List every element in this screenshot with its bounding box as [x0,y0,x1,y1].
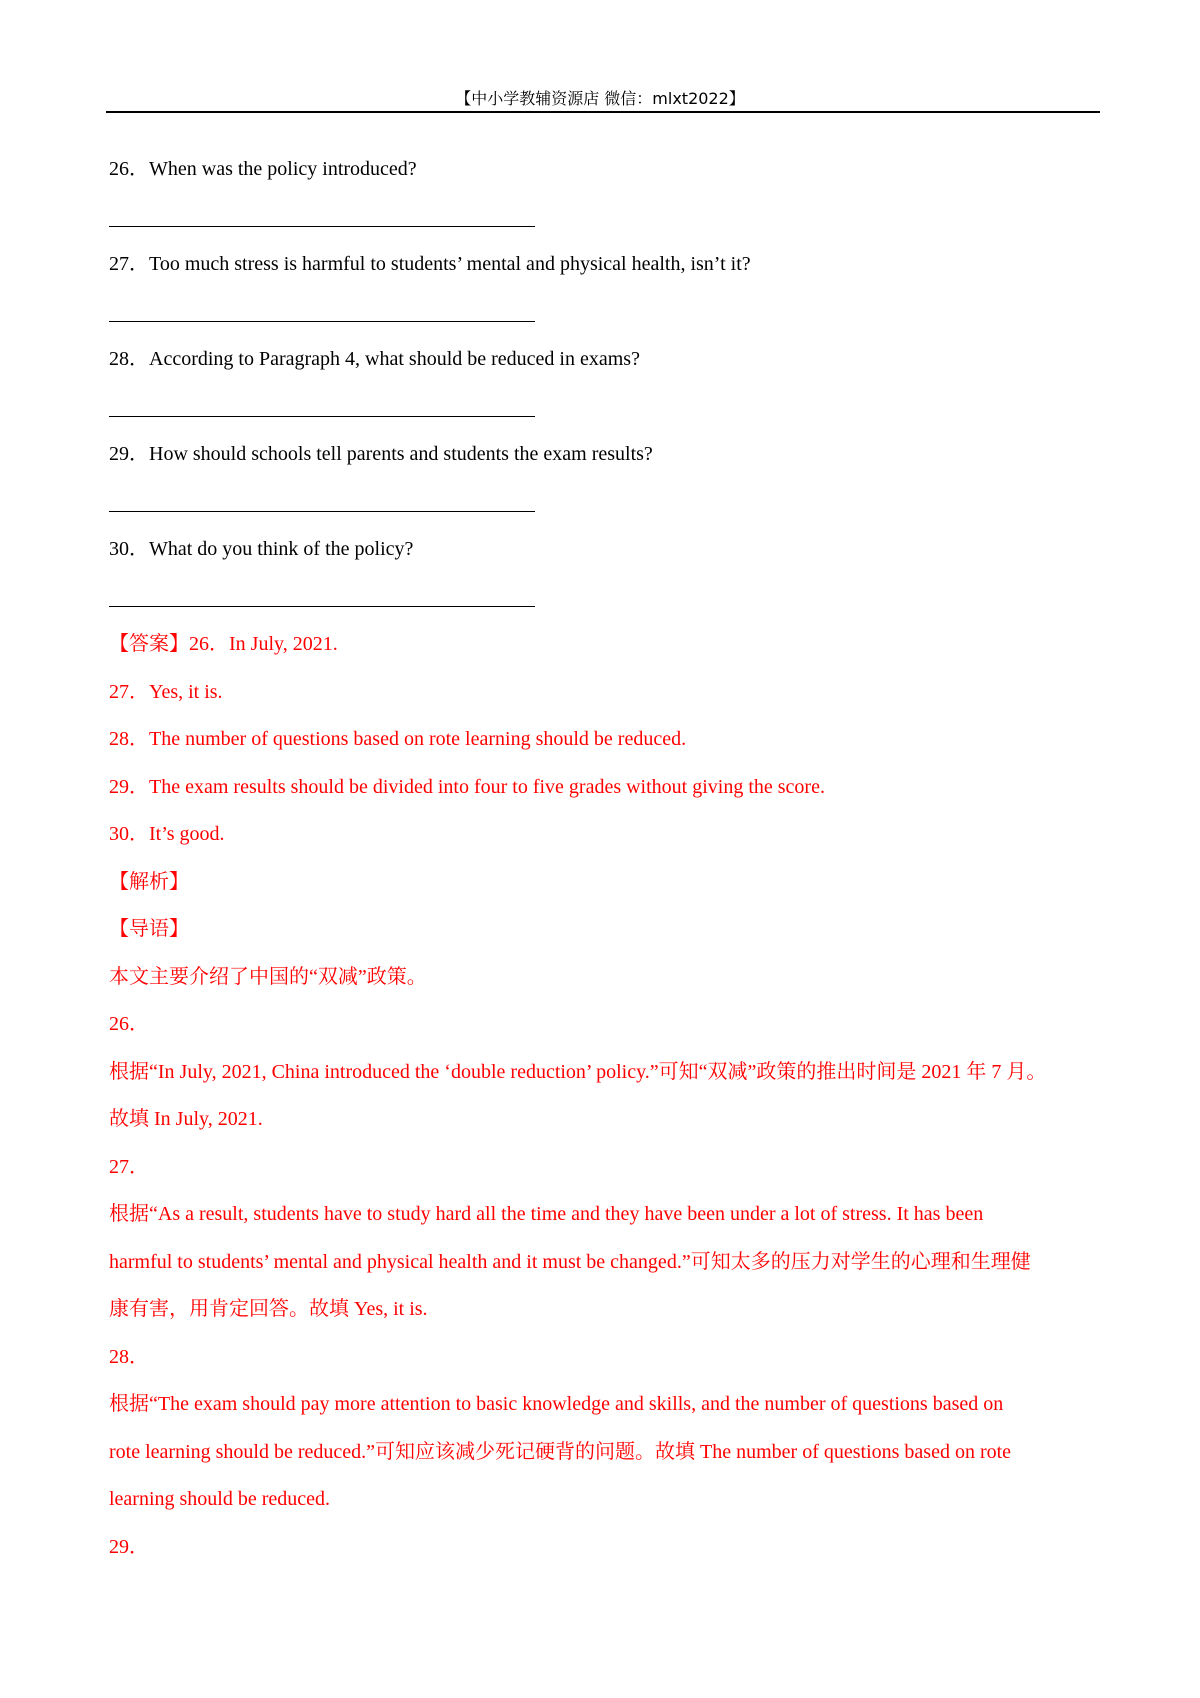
answer-28: 28．The number of questions based on rote learning should be reduced. [109,728,687,750]
page-header: 【中小学教辅资源店 微信：mlxt2022】 [455,89,745,108]
analysis-27-line-1: 根据“As a result, students have to study hard all the time and they have been under a lot of stress. It has been [109,1203,984,1225]
question-30: 30．What do you think of the policy? [109,538,414,560]
analysis-28-line-3: learning should be reduced. [109,1488,331,1510]
answer-blank-27 [109,321,535,322]
answer-blank-30 [109,606,535,607]
question-28: 28．According to Paragraph 4, what should be reduced in exams? [109,348,640,370]
analysis-26-line-1: 根据“In July, 2021, China introduced the ‘double reduction’ policy.”可知“双减”政策的推出时间是 2021 年 7 月。 [109,1061,1047,1083]
answer-label: 【答案】 [109,633,189,655]
header-rule [106,111,1100,113]
answer-blank-26 [109,226,535,227]
intro-text: 本文主要介绍了中国的“双减”政策。 [109,966,427,988]
analysis-26-number: 26． [109,1013,149,1035]
analysis-28-line-2: rote learning should be reduced.”可知应该减少死记硬背的问题。故填 The number of questions based on rote [109,1441,1012,1463]
intro-label: 【导语】 [109,918,189,940]
analysis-label: 【解析】 [109,871,189,893]
question-26: 26．When was the policy introduced? [109,158,417,180]
question-27: 27．Too much stress is harmful to students’ mental and physical health, isn’t it? [109,253,751,275]
analysis-28-line-1: 根据“The exam should pay more attention to basic knowledge and skills, and the number of questions based on [109,1393,1004,1415]
analysis-29-number: 29． [109,1536,149,1558]
answer-blank-29 [109,511,535,512]
answer-blank-28 [109,416,535,417]
analysis-26-line-2: 故填 In July, 2021. [109,1108,263,1130]
analysis-28-number: 28． [109,1346,149,1368]
answer-30: 30．It’s good. [109,823,225,845]
answer-26: 【答案】26．In July, 2021. [109,633,338,655]
question-29: 29．How should schools tell parents and students the exam results? [109,443,653,465]
answer-27: 27．Yes, it is. [109,681,223,703]
answer-29: 29．The exam results should be divided into four to five grades without giving the score. [109,776,825,798]
analysis-27-line-3: 康有害，用肯定回答。故填 Yes, it is. [109,1298,428,1320]
analysis-27-line-2: harmful to students’ mental and physical health and it must be changed.”可知太多的压力对学生的心理和生理健 [109,1251,1031,1273]
analysis-27-number: 27． [109,1156,149,1178]
